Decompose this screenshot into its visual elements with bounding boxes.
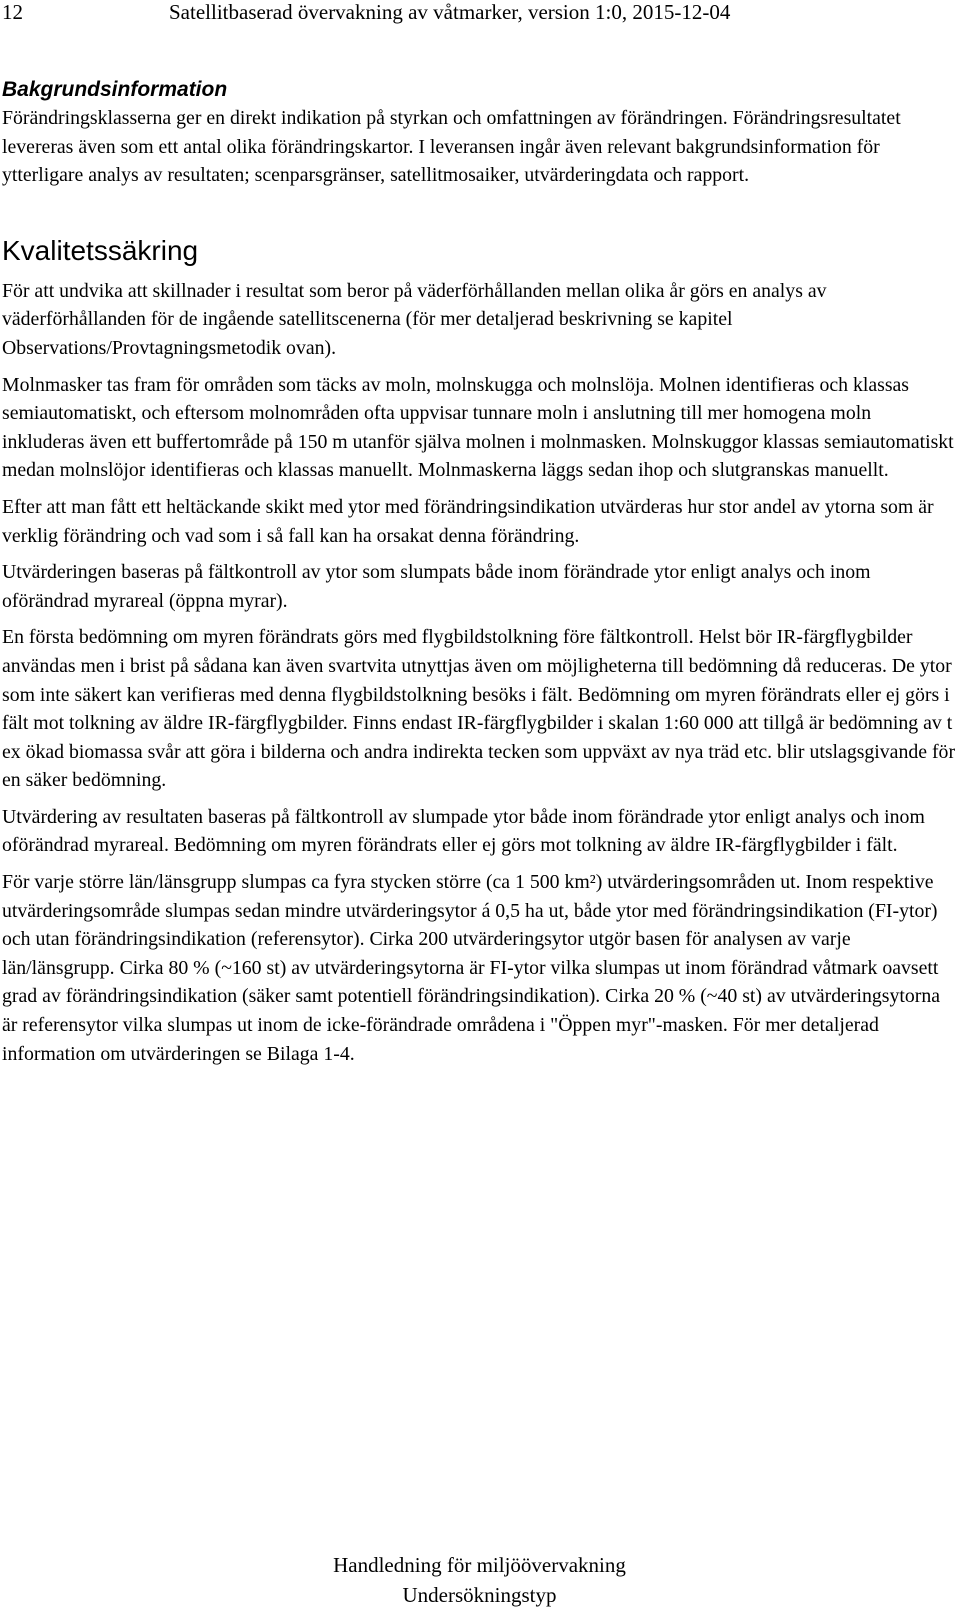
paragraph-quality-5: En första bedömning om myren förändrats görs med flygbildstolkning före fältkontroll. Helst bör IR-färgflygbilder användas men i brist på sådana kan även svartvita utnyttjas även om möjligheterna till bedömning då reduceras. De ytor som inte säkert kan verifieras med denna flygbildstolkning besöks i fält. Bedömning om myren förändrats eller ej görs i fält mot tolkning av äldre IR-färgflygbilder. Finns endast IR-färgflygbilder i skalan 1:60 000 att tillgå är bedömning av t ex ökad biomassa svår att göra i bilderna och andra indirekta tecken som uppväxt av nya träd etc. blir utslagsgivande för en säker bedömning. bbox=[2, 626, 956, 792]
page-header bbox=[0, 0, 960, 30]
paragraph-quality-2: Molnmasker tas fram för områden som täcks av moln, molnskugga och molnslöja. Molnen identifieras och klassas semiautomatiskt, och eftersom molnområden ofta uppvisar tunnare moln i anslutning till mer homogena moln inkluderas även ett buffertområde på 150 m utanför själva molnen i molnmasken. Molnskuggor klassas semiautomatiskt medan molnslöjor identifieras och klassas manuellt. Molnmaskerna läggs sedan ihop och slutgranskas manuellt. bbox=[2, 373, 954, 482]
paragraph-quality-7: För varje större län/länsgrupp slumpas ca fyra stycken större (ca 1 500 km²) utvärderingsområden ut. Inom respektive utvärderingsområde slumpas sedan mindre utvärderingsytor á 0,5 ha ut, både ytor med förändringsindikation (FI-ytor) och utan förändringsindikation (referensytor). Cirka 200 utvärderingsytor utgör basen för analysen av varje län/länsgrupp. Cirka 80 % (~160 st) av utvärderingsytorna är FI-ytor vilka slumpas ut inom förändrad våtmark oavsett grad av förändringsindikation (säker samt potentiell förändringsindikation). Cirka 20 % (~40 st) av utvärderingsytorna är referensytor vilka slumpas ut inom de icke-förändrade områdena i "Öppen myr"-masken. För mer detaljerad information om utvärderingen se Bilaga 1-4. bbox=[2, 871, 940, 1065]
paragraph-background-1: Förändringsklasserna ger en direkt indikation på styrkan och omfattningen av förändringen. Förändringsresultatet levereras även som ett antal olika förändringskartor. I leveransen ingår även relevant bakgrundsinformation för ytterligare analys av resultaten; scenparsgränser, satellitmosaiker, utvärderingdata och rapport. bbox=[2, 107, 901, 187]
document-body bbox=[2, 77, 957, 1076]
paragraph-quality-3: Efter att man fått ett heltäckande skikt med ytor med förändringsindikation utvärderas hur stor andel av ytorna som är verklig förändring och vad som i så fall kan ha orsakat denna förändring. bbox=[2, 495, 934, 547]
section-heading-background: Bakgrundsinformation bbox=[2, 78, 228, 101]
footer-line-2: Undersökningstyp bbox=[402, 1583, 557, 1607]
section-heading-quality: Kvalitetssäkring bbox=[2, 234, 199, 266]
paragraph-quality-1: För att undvika att skillnader i resultat som beror på väderförhållanden mellan olika år görs en analys av väderförhållanden för de ingående satellitscenerna (för mer detaljerad beskrivning se kapitel Observations/Provtagningsmetodik ovan). bbox=[2, 279, 827, 359]
page-footer bbox=[0, 1550, 960, 1610]
footer-line-1: Handledning för miljöövervakning bbox=[333, 1553, 626, 1577]
running-title: Satellitbaserad övervakning av våtmarker, version 1:0, 2015-12-04 bbox=[169, 0, 731, 24]
paragraph-quality-6: Utvärdering av resultaten baseras på fältkontroll av slumpade ytor både inom förändrade ytor enligt analys och inom oförändrad myrareal. Bedömning om myren förändrats eller ej görs mot tolkning av äldre IR-färgflygbilder i fält. bbox=[2, 805, 925, 857]
paragraph-quality-4: Utvärderingen baseras på fältkontroll av ytor som slumpats både inom förändrade ytor enligt analys och inom oförändrad myrareal (öppna myrar). bbox=[2, 561, 871, 612]
page-number: 12 bbox=[2, 0, 23, 24]
